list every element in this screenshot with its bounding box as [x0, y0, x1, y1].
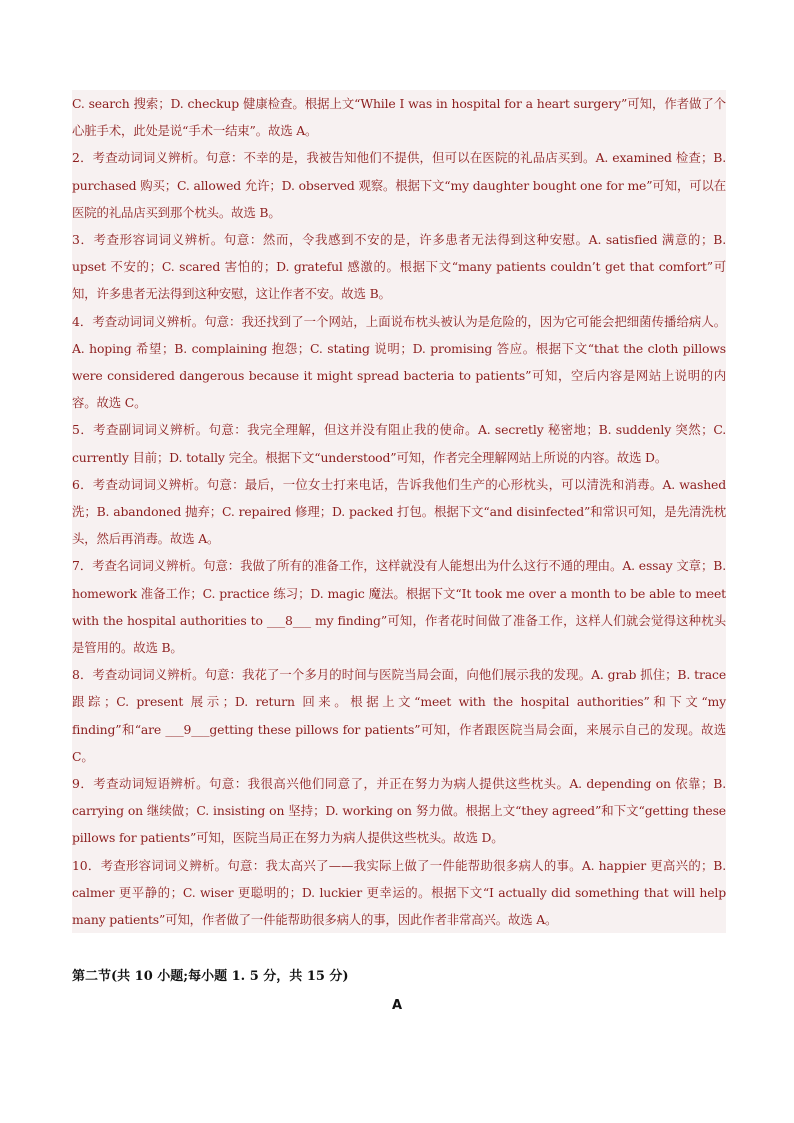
explanation-paragraph-2: 2．考查动词词义辨析。句意：不幸的是，我被告知他们不提供，但可以在医院的礼品店买到。A. examined 检查；B. purchased 购买；C. allowed 允许；D. observed 观察。根据下文“my daughter bought one for me”可知，可以在医院的礼品店买到那个枕头。故选 B。: [72, 150, 726, 220]
explanation-paragraph-5: 5．考查副词词义辨析。句意：我完全理解，但这并没有阻止我的使命。A. secretly 秘密地；B. suddenly 突然；C. currently 目前；D. totally 完全。根据下文“understood”可知，作者完全理解网站上所说的内容。故选 D。: [72, 422, 726, 465]
explanation-paragraph-10: 10．考查形容词词义辨析。句意：我太高兴了——我实际上做了一件能帮助很多病人的事。A. happier 更高兴的；B. calmer 更平静的；C. wiser 更聪明的；D. luckier 更幸运的。根据下文“I actually did something that will help many patients”可知，作者做了一件能帮助很多病人的事，因此作者非常高兴。故选 A。: [72, 857, 726, 928]
explanation-paragraph-4: 4．考查动词词义辨析。句意：我还找到了一个网站，上面说布枕头被认为是危险的，因为它可能会把细菌传播给病人。A. hoping 希望；B. complaining 抱怨；C. stating 说明；D. promising 答应。根据下文“that the cloth pillows were considered dangerous because it might spread bacteria to patients”可知，空后内容是网站上说明的内容。故选 C。: [72, 313, 726, 411]
answer-explanations: [72, 90, 726, 933]
explanation-paragraph-6: 6．考查动词词义辨析。句意：最后，一位女士打来电话，告诉我他们生产的心形枕头，可以清洗和消毒。A. washed 洗；B. abandoned 抛弃；C. repaired 修理；D. packed 打包。根据下文“and disinfected”和常识可知，是先清洗枕头，然后再消毒。故选 A。: [72, 476, 726, 547]
explanation-paragraph-9: 9．考查动词短语辨析。句意：我很高兴他们同意了，并正在努力为病人提供这些枕头。A. depending on 依靠；B. carrying on 继续做；C. insisting on 坚持；D. working on 努力做。根据上文“they agreed”和下文“getting these pillows for patients”可知，医院当局正在努力为病人提供这些枕头。故选 D。: [72, 776, 726, 846]
explanation-paragraph-7: 7．考查名词词义辨析。句意：我做了所有的准备工作，这样就没有人能想出为什么这行不通的理由。A. essay 文章；B. homework 准备工作；C. practice 练习；D. magic 魔法。根据下文“It took me over a month to be able to meet with the hospital authorities to ___8___ my finding”可知，作者花时间做了准备工作，这样人们就会觉得这种枕头是管用的。故选 B。: [72, 558, 726, 656]
explanation-paragraph-3: 3．考查形容词词义辨析。句意：然而，令我感到不安的是，许多患者无法得到这种安慰。A. satisfied 满意的；B. upset 不安的；C. scared 害怕的；D. grateful 感激的。根据下文“many patients couldn’t get that comfort”可知，许多患者无法得到这种安慰，这让作者不安。故选 B。: [72, 232, 726, 302]
explanation-paragraph-8: 8．考查动词词义辨析。句意：我花了一个多月的时间与医院当局会面，向他们展示我的发现。A. grab 抓住；B. trace 跟踪；C. present 展示；D. return 回来。根据上文“meet with the hospital authorities”和下文“my finding”和“are ___9___getting these pillows for patients”可知，作者跟医院当局会面，来展示自己的发现。故选 C。: [72, 667, 726, 764]
explanation-paragraph-1: C. search 搜索；D. checkup 健康检查。根据上文“While I was in hospital for a heart surgery”可知，作者做了个心脏手术，此处是说“手术一结束”。故选 A。: [72, 96, 726, 139]
section-letter: A: [391, 998, 403, 1013]
section-heading: 第二节(共 10 小题;每小题 1. 5 分，共 15 分): [72, 969, 349, 984]
